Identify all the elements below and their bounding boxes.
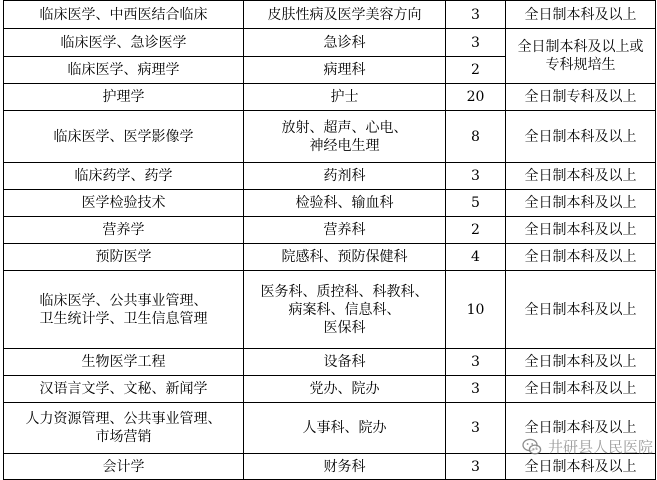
- education-cell: 全日制本科及以上: [506, 271, 656, 349]
- count-cell: 3: [446, 163, 506, 190]
- education-cell: 全日制本科及以上或 专科规培生: [506, 29, 656, 84]
- department-cell: 营养科: [244, 217, 446, 244]
- department-cell: 党办、院办: [244, 376, 446, 403]
- count-cell: 4: [446, 244, 506, 271]
- education-cell: 全日制本科及以上: [506, 1, 656, 29]
- department-cell: 病理科: [244, 57, 446, 84]
- department-cell: 医务科、质控科、科教科、 病案科、信息科、 医保科: [244, 271, 446, 349]
- table-row: [4, 403, 656, 454]
- count-cell: 2: [446, 217, 506, 244]
- major-cell: 临床医学、医学影像学: [4, 111, 244, 163]
- recruitment-table: [3, 0, 656, 480]
- table-row: [4, 190, 656, 217]
- department-cell: 放射、超声、心电、 神经电生理: [244, 111, 446, 163]
- major-cell: 生物医学工程: [4, 349, 244, 376]
- count-cell: 2: [446, 57, 506, 84]
- education-cell: 全日制本科及以上: [506, 403, 656, 454]
- education-cell: 全日制本科及以上: [506, 349, 656, 376]
- education-cell: 全日制本科及以上: [506, 190, 656, 217]
- department-cell: 皮肤性病及医学美容方向: [244, 1, 446, 29]
- major-cell: 临床药学、药学: [4, 163, 244, 190]
- education-cell: 全日制本科及以上: [506, 376, 656, 403]
- department-cell: 药剂科: [244, 163, 446, 190]
- department-cell: 急诊科: [244, 29, 446, 57]
- count-cell: 3: [446, 376, 506, 403]
- department-cell: 设备科: [244, 349, 446, 376]
- major-cell: 医学检验技术: [4, 190, 244, 217]
- count-cell: 20: [446, 84, 506, 111]
- table-row: [4, 349, 656, 376]
- education-cell: 全日制专科及以上: [506, 84, 656, 111]
- table-row: [4, 29, 656, 57]
- education-cell: 全日制本科及以上: [506, 163, 656, 190]
- count-cell: 10: [446, 271, 506, 349]
- department-cell: 检验科、输血科: [244, 190, 446, 217]
- table-row: [4, 271, 656, 349]
- major-cell: 临床医学、公共事业管理、 卫生统计学、卫生信息管理: [4, 271, 244, 349]
- education-cell: 全日制本科及以上: [506, 217, 656, 244]
- count-cell: 3: [446, 403, 506, 454]
- department-cell: 财务科: [244, 454, 446, 480]
- department-cell: 护士: [244, 84, 446, 111]
- count-cell: 3: [446, 29, 506, 57]
- major-cell: 临床医学、中西医结合临床: [4, 1, 244, 29]
- major-cell: 临床医学、病理学: [4, 57, 244, 84]
- count-cell: 8: [446, 111, 506, 163]
- count-cell: 3: [446, 1, 506, 29]
- education-cell: 全日制本科及以上: [506, 111, 656, 163]
- major-cell: 汉语言文学、文秘、新闻学: [4, 376, 244, 403]
- table-row: [4, 111, 656, 163]
- count-cell: 3: [446, 349, 506, 376]
- table-row: [4, 454, 656, 480]
- department-cell: 人事科、院办: [244, 403, 446, 454]
- major-cell: 护理学: [4, 84, 244, 111]
- table-row: [4, 84, 656, 111]
- table-row: [4, 163, 656, 190]
- table-row: [4, 244, 656, 271]
- major-cell: 营养学: [4, 217, 244, 244]
- education-cell: 全日制本科及以上: [506, 244, 656, 271]
- table-row: [4, 1, 656, 29]
- count-cell: 5: [446, 190, 506, 217]
- major-cell: 预防医学: [4, 244, 244, 271]
- watermark-text: 井研县人民医院: [547, 438, 653, 456]
- major-cell: 临床医学、急诊医学: [4, 29, 244, 57]
- count-cell: 3: [446, 454, 506, 480]
- table-row: [4, 376, 656, 403]
- department-cell: 院感科、预防保健科: [244, 244, 446, 271]
- major-cell: 人力资源管理、公共事业管理、 市场营销: [4, 403, 244, 454]
- major-cell: 会计学: [4, 454, 244, 480]
- table-row: [4, 217, 656, 244]
- education-cell: 全日制本科及以上: [506, 454, 656, 480]
